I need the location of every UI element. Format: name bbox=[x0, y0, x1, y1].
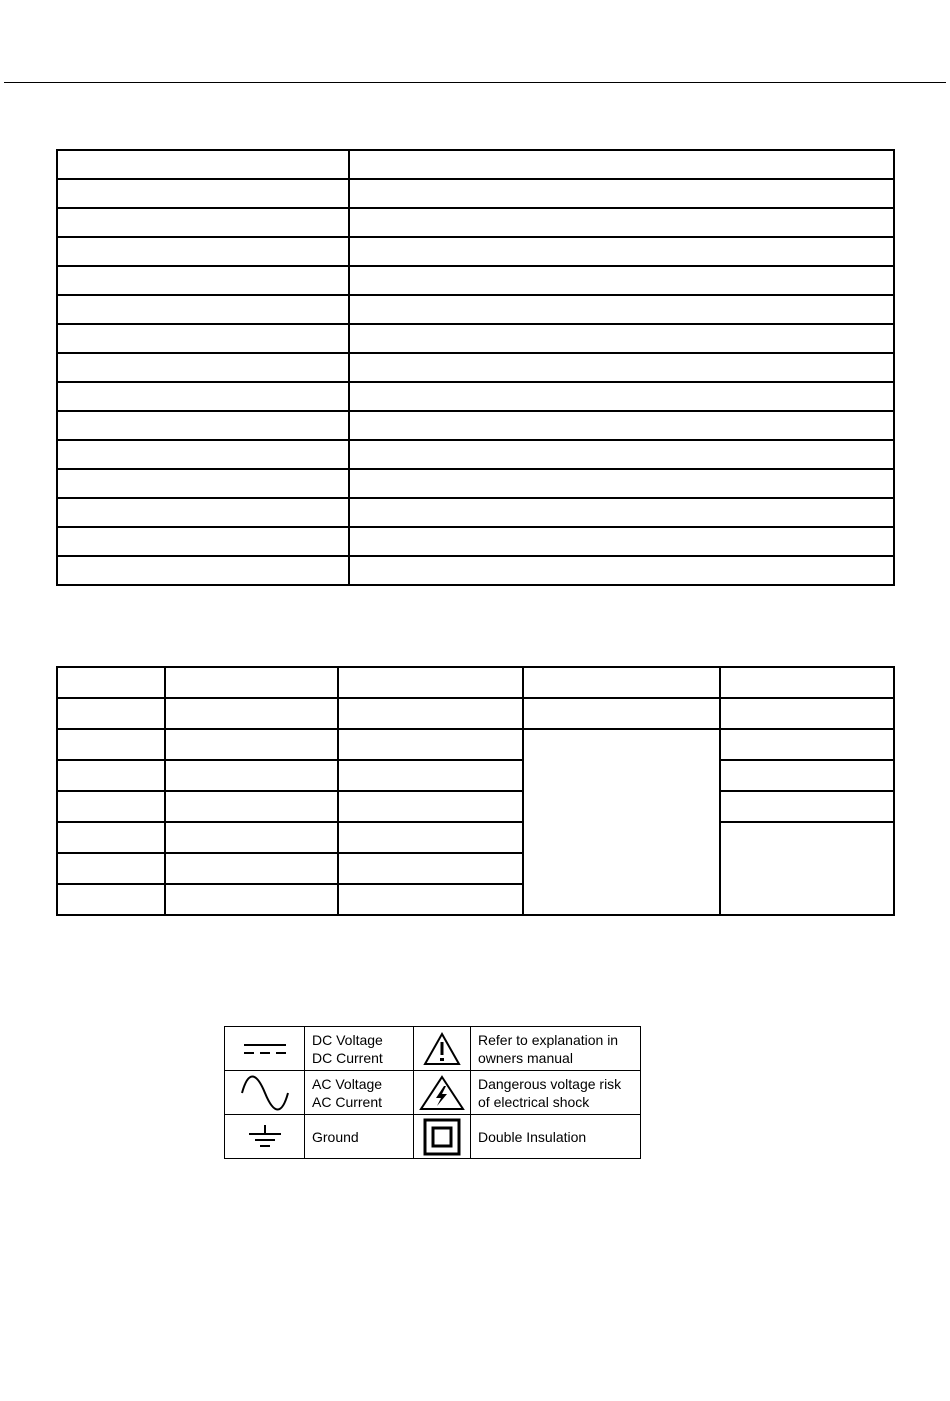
warning-triangle-icon bbox=[414, 1027, 471, 1071]
symbols-legend bbox=[224, 1026, 641, 1159]
symbol-label: Ground bbox=[312, 1128, 359, 1145]
table-row bbox=[57, 353, 894, 382]
spec-table bbox=[56, 149, 895, 586]
table-row bbox=[57, 698, 894, 729]
symbol-label: AC Current bbox=[312, 1093, 383, 1110]
merged-cell bbox=[720, 822, 894, 915]
header-rule bbox=[4, 82, 946, 83]
symbol-label: Double Insulation bbox=[478, 1128, 587, 1145]
symbol-label: of electrical shock bbox=[478, 1093, 590, 1110]
table-row bbox=[57, 382, 894, 411]
symbol-desc bbox=[305, 1027, 414, 1071]
symbol-desc bbox=[471, 1115, 641, 1159]
symbol-label: Refer to explanation in bbox=[478, 1031, 619, 1048]
table-row bbox=[57, 411, 894, 440]
dc-dashed-line-icon bbox=[225, 1027, 305, 1071]
ac-sine-wave-icon bbox=[225, 1071, 305, 1115]
table-row bbox=[57, 527, 894, 556]
double-square-icon bbox=[414, 1115, 471, 1159]
symbol-row bbox=[225, 1027, 641, 1071]
merged-cell bbox=[523, 729, 720, 915]
symbol-desc bbox=[471, 1027, 641, 1071]
symbol-label: owners manual bbox=[478, 1049, 573, 1066]
table-row bbox=[57, 295, 894, 324]
table-row bbox=[57, 266, 894, 295]
table-row bbox=[57, 440, 894, 469]
table-row bbox=[57, 498, 894, 527]
table-row bbox=[57, 556, 894, 585]
table-row bbox=[57, 237, 894, 266]
symbol-label: DC Current bbox=[312, 1049, 383, 1066]
symbol-desc bbox=[305, 1071, 414, 1115]
table-row bbox=[57, 822, 894, 853]
symbol-row bbox=[225, 1115, 641, 1159]
range-table bbox=[56, 666, 895, 916]
lightning-triangle-icon bbox=[414, 1071, 471, 1115]
symbol-desc bbox=[471, 1071, 641, 1115]
table-row bbox=[57, 791, 894, 822]
table-row bbox=[57, 760, 894, 791]
table-row bbox=[57, 208, 894, 237]
table-row bbox=[57, 150, 894, 179]
table-row bbox=[57, 179, 894, 208]
table-row bbox=[57, 469, 894, 498]
symbol-label: Dangerous voltage risk bbox=[478, 1075, 622, 1092]
ground-icon bbox=[225, 1115, 305, 1159]
symbol-label: AC Voltage bbox=[312, 1075, 383, 1092]
symbol-label: DC Voltage bbox=[312, 1031, 383, 1048]
table-row bbox=[57, 729, 894, 760]
symbol-row bbox=[225, 1071, 641, 1115]
symbol-desc bbox=[305, 1115, 414, 1159]
table-row bbox=[57, 324, 894, 353]
table-row bbox=[57, 667, 894, 698]
